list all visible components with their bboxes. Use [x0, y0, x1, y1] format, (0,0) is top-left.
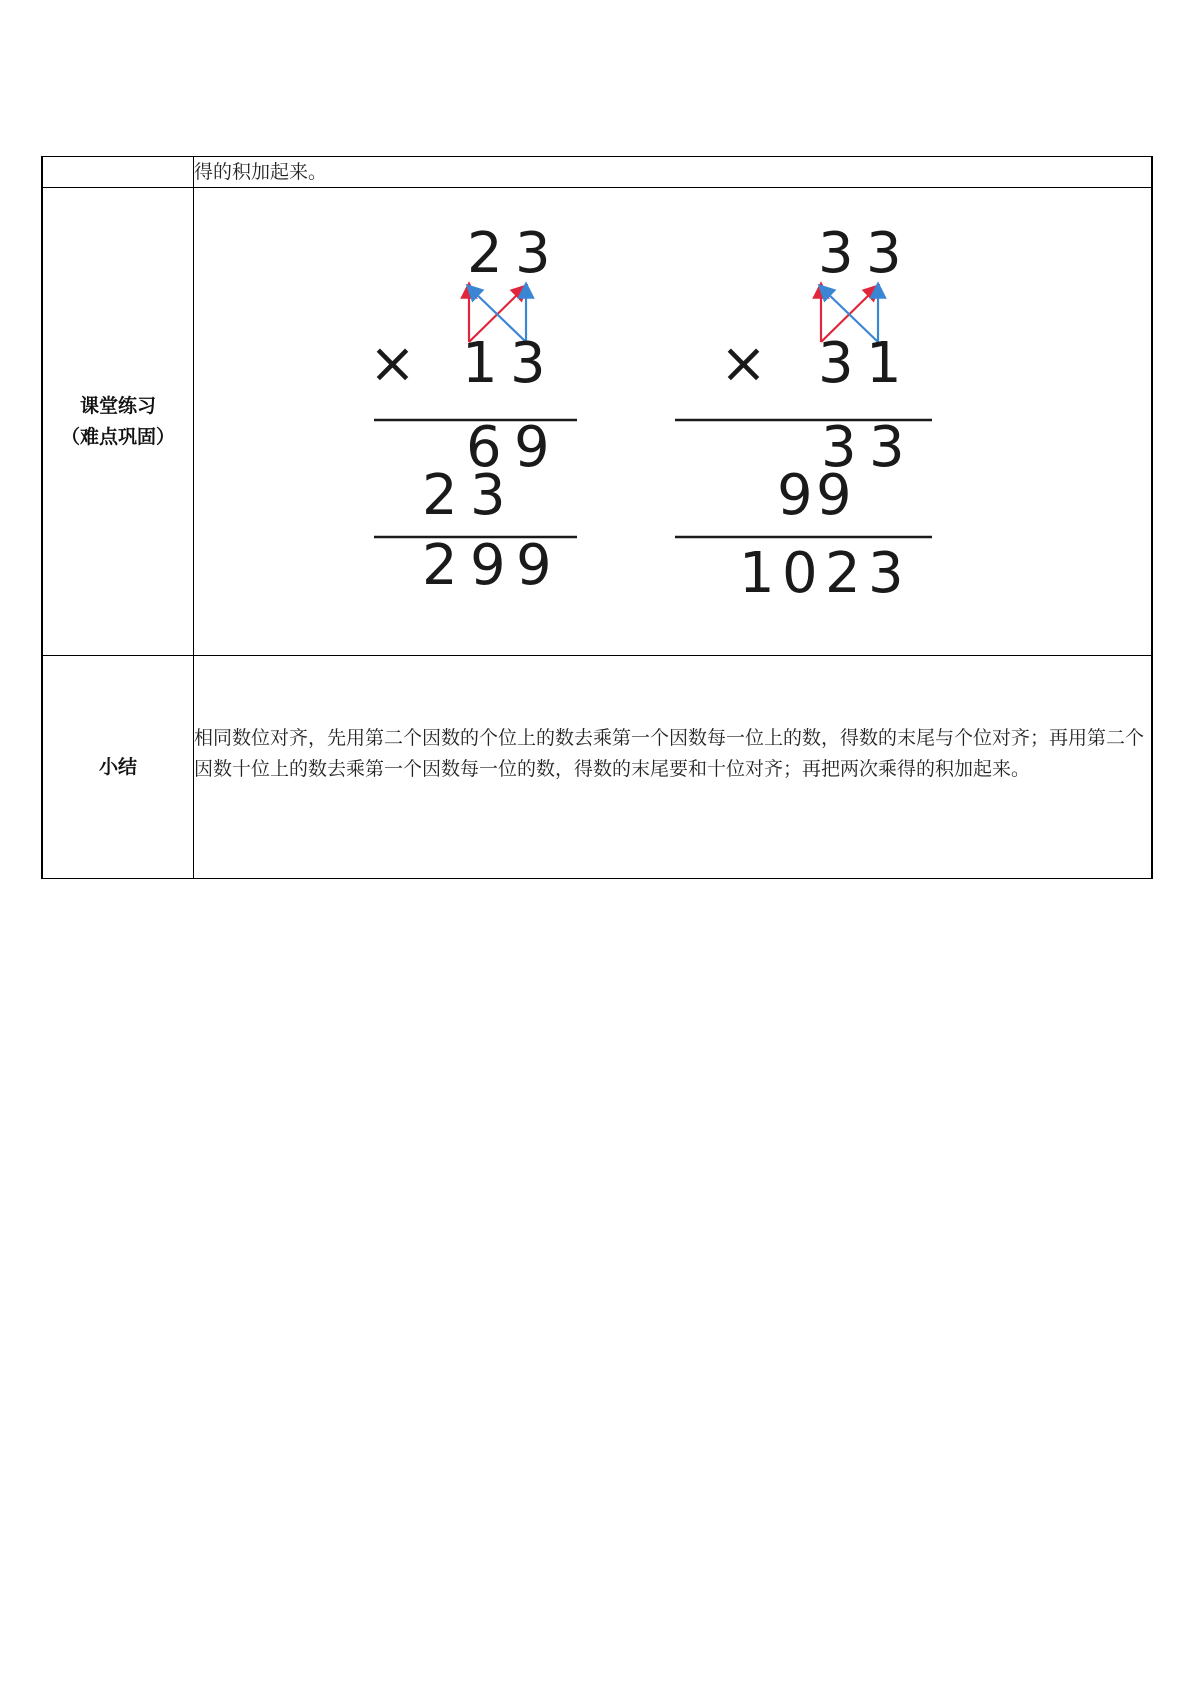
continuation-row	[42, 157, 1152, 188]
left-multiplicand-tens: 2	[467, 221, 503, 286]
right-result-thousands: 1	[739, 541, 775, 606]
right-partial1-tens: 3	[821, 415, 857, 480]
empty-label-cell	[42, 157, 194, 188]
practice-row	[42, 188, 1152, 656]
multiplication-figures	[194, 188, 1154, 655]
left-partial2-ones: 3	[470, 463, 506, 528]
practice-content-cell	[194, 188, 1153, 656]
right-calculation	[675, 221, 932, 606]
continuation-text: 得的积加起来。	[194, 157, 1153, 188]
right-result-ones: 3	[868, 541, 904, 606]
right-multiplicand-ones: 3	[866, 221, 902, 286]
right-partial2-ones: 9	[816, 463, 852, 528]
left-partial1-ones: 9	[514, 415, 550, 480]
summary-row	[42, 656, 1152, 879]
lesson-table	[41, 156, 1153, 879]
practice-label-title: 课堂练习	[79, 394, 156, 417]
right-result-tens: 2	[825, 541, 861, 606]
right-times-sign: ×	[720, 331, 767, 396]
practice-label	[42, 188, 194, 656]
summary-label: 小结	[42, 656, 194, 879]
right-partial1-ones: 3	[869, 415, 905, 480]
right-multiplier-ones: 1	[866, 331, 902, 396]
left-calculation	[369, 221, 577, 598]
left-multiplicand-ones: 3	[515, 221, 551, 286]
right-result-hundreds: 0	[782, 541, 818, 606]
left-result-hundreds: 2	[422, 533, 458, 598]
right-multiplicand-tens: 3	[818, 221, 854, 286]
multiplication-svg	[194, 188, 1154, 655]
left-partial1-tens: 6	[466, 415, 502, 480]
left-times-sign: ×	[369, 331, 416, 396]
summary-text: 相同数位对齐，先用第二个因数的个位上的数去乘第一个因数每一位上的数，得数的末尾与个位对齐；再用第二个因数十位上的数去乘第一个因数每一位的数，得数的末尾要和十位对齐；再把两次乘得的积加起来。	[194, 656, 1153, 879]
left-partial2-tens: 2	[422, 463, 458, 528]
left-multiplier-tens: 1	[462, 331, 498, 396]
right-multiplier-tens: 3	[818, 331, 854, 396]
left-multiplier-ones: 3	[510, 331, 546, 396]
left-result-ones: 9	[516, 533, 552, 598]
right-partial2-tens: 9	[777, 463, 813, 528]
practice-label-subtitle: （难点巩固）	[60, 425, 175, 448]
left-result-tens: 9	[470, 533, 506, 598]
